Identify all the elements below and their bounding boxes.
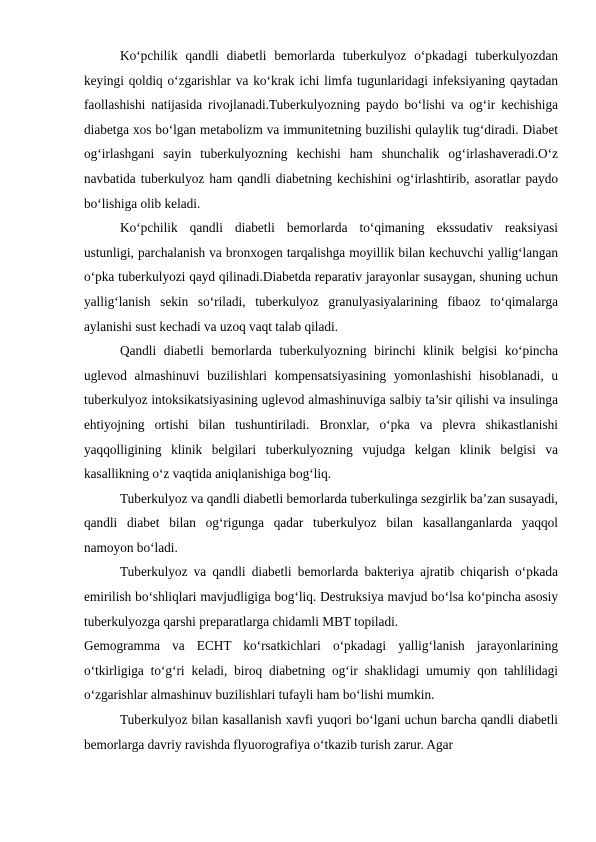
paragraph: Tuberkulyoz va qandli diabetli bemorlarda tuberkulinga sezgirlik ba’zan susayadi, qandli diabet bilan og‘rigunga qadar tuberkulyoz bilan kasallanganlarda yaqqol namoyon bo‘ladi. (84, 490, 558, 555)
paragraph: Ko‘pchilik qandli diabetli bemorlarda tuberkulyoz o‘pkadagi tuberkulyozdan keyingi qoldiq o‘zgarishlar va ko‘krak ichi limfa tugunlaridagi infeksiyaning qaytadan faollashishi natijasida rivojlanadi.Tuberkulyozning paydo bo‘lishi va og‘ir kechishiga diabetga xos bo‘lgan metabolizm va immunitetning buzilishi qulaylik tug‘diradi. Diabet og‘irlashgani sayin tuberkulyozning kechishi ham shunchalik og‘irlashaveradi.O‘z navbatida tuberkulyoz ham qandli diabetning kechishini og‘irlashtirib, asoratlar paydo bo‘lishiga olib keladi. (84, 48, 558, 211)
paragraph: Ko‘pchilik qandli diabetli bemorlarda to‘qimaning ekssudativ reaksiyasi ustunligi, parchalanish va bronxogen tarqalishga moyillik bilan kechuvchi yallig‘langan o‘pka tuberkulyozi qayd qilinadi.Diabetda reparativ jarayonlar susaygan, shuning uchun yallig‘lanish sekin so‘riladi, tuberkulyoz granulyasiyalarining fibaoz to‘qimalarga aylanishi sust kechadi va uzoq vaqt talab qiladi. (84, 220, 558, 334)
paragraph: Tuberkulyoz bilan kasallanish xavfi yuqori bo‘lgani uchun barcha qandli diabetli bemorlarga davriy ravishda flyuorografiya o‘tkazib turish zarur. Agar (84, 712, 558, 752)
document-page (84, 44, 558, 757)
paragraph: Tuberkulyoz va qandli diabetli bemorlarda bakteriya ajratib chiqarish o‘pkada emirilish bo‘shliqlari mavjudligiga bog‘liq. Destruksiya mavjud bo‘lsa ko‘pincha asosiy tuberkulyozga qarshi preparatlarga chidamli MBT topiladi. (84, 564, 558, 629)
paragraph: Qandli diabetli bemorlarda tuberkulyozning birinchi klinik belgisi ko‘pincha uglevod almashinuvi buzilishlari kompensatsiyasining yomonlashishi hisoblanadi, u tuberkulyoz intoksikatsiyasining uglevod almashinuviga salbiy ta’sir qilishi va insulinga ehtiyojning ortishi bilan tushuntiriladi. Bronxlar, o‘pka va plevra shikastlanishi yaqqolligining klinik belgilari tuberkulyozning vujudga kelgan klinik belgisi va kasallikning o‘z vaqtida aniqlanishiga bog‘liq. (84, 343, 558, 482)
paragraph: Gemogramma va ECHT ko‘rsatkichlari o‘pkadagi yallig‘lanish jarayonlarining o‘tkirligiga to‘g‘ri keladi, biroq diabetning og‘ir shaklidagi umumiy qon tahlilidagi o‘zgarishlar almashinuv buzilishlari tufayli ham bo‘lishi mumkin. (84, 638, 558, 703)
